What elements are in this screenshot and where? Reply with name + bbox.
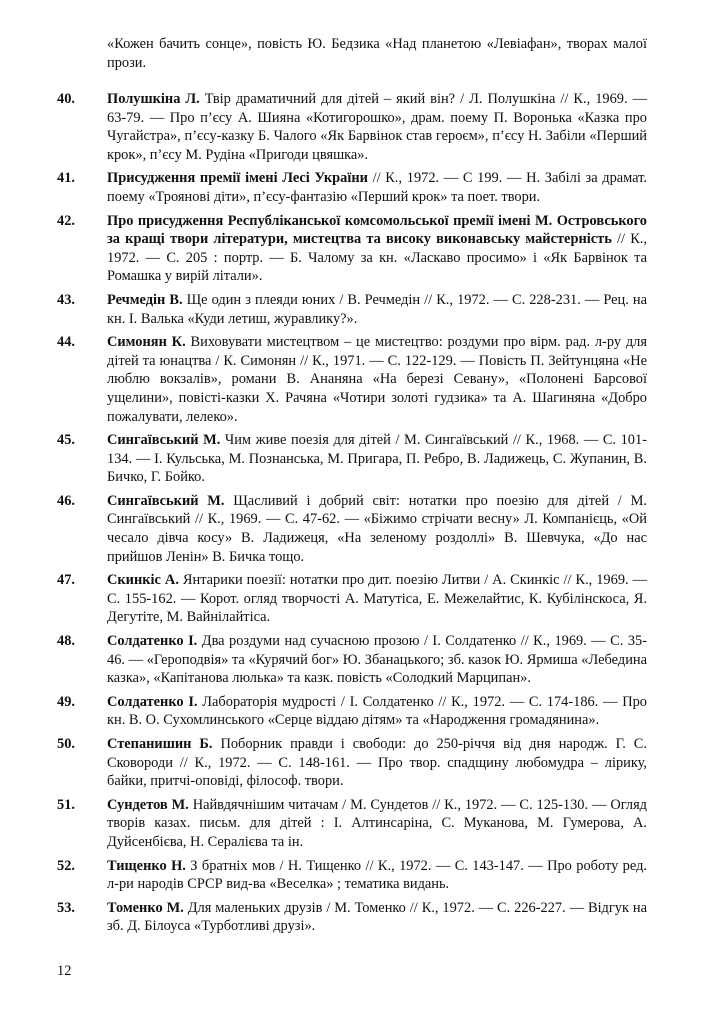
entry-author: Сингаївський М. [107, 432, 221, 449]
entry-number: 45. [57, 432, 75, 449]
entry-number: 40. [57, 91, 75, 107]
entry-text: Щасливий і добрий світ: нотатки про поезію для дітей / М. Сингаївський // К., 1969. — С. 47-62. — «Біжимо стрічати весну» Л. Компанієць, «Ой чесало дівча косу» В. Ладижеця, «На зеленому роздоллі» В. Шевчука, «До нас прийшов Ленін» В. Бичка тощо. [107, 492, 647, 565]
entry-body [107, 431, 647, 487]
entry-body [107, 796, 647, 852]
entry-author: Сингаївський М. [107, 492, 225, 509]
entry-text: Твір драматичний для дітей – який він? / Л. Полушкіна // К., 1969. — 63-79. — Про п’єсу А. Шияна «Котигорошко», драм. поему П. Воронька «Казка про Чугайстра», п’єсу-казку Б. Чалого «Як Барвінок став героєм», п’єсу Н. Забіли «Перший крок», п’єсу М. Рудіна «Пригоди цвяшка». [107, 91, 647, 163]
bibliography-entry [0, 333, 723, 426]
entry-body [107, 212, 647, 286]
entry-author: Солдатенко І. [107, 693, 198, 710]
entry-number: 43. [57, 291, 75, 308]
entry-number: 42. [57, 212, 75, 229]
entry-text: Виховувати мистецтвом – це мистецтво: роздуми про вірм. рад. л-ру для дітей та юнацтва / К. Симонян // К., 1971. — С. 122-129. — Повість П. Зейтунцяна «Не люблю вокзалів», романи В. Ананяна «На березі Севану», «Полонені Барсової ущелини», повісті-казки Х. Рачяна «Чотири золоті гудзика» та А. Шагиняна «Добро пожалувати, лелеко». [107, 334, 647, 425]
entry-author: Сундетов М. [107, 796, 189, 813]
entry-text: // К., 1972. — С. 205 : портр. — Б. Чалому за кн. «Ласкаво просимо» і «Як Барвінок та Ромашка у вирій літали». [107, 231, 647, 285]
bibliography-entry [0, 492, 723, 566]
bibliography-entry [0, 796, 723, 852]
bibliography-entry [0, 291, 723, 328]
entry-body [107, 291, 647, 328]
entry-author: Томенко М. [107, 899, 184, 916]
entry-body [107, 169, 647, 206]
entry-text: Янтарики поезії: нотатки про дит. поезію Литви / А. Скинкіс // К., 1969. — С. 155-162. — Корот. огляд творчості А. Матутіса, Е. Межелайтис, К. Кубілінскоса, Я. Дегутіте, М. Вайнілайтіса. [107, 572, 647, 626]
entry-author: Речмедін В. [107, 291, 183, 308]
entry-number: 44. [57, 334, 75, 351]
bibliography-entry [0, 212, 723, 286]
entry-number: 46. [57, 492, 75, 509]
entry-author: Присудження премії імені Лесі України [107, 170, 368, 187]
bibliography-list [0, 90, 723, 941]
bibliography-entry [0, 90, 723, 164]
entry-body [107, 735, 647, 791]
entry-text: Два роздуми над сучасною прозою / І. Солдатенко // К., 1969. — С. 35-46. — «Героподвія» та «Курячий бог» Ю. Збанацького; зб. казок Ю. Ярмиша «Лебедина казка», «Капітанова люлька» та казк. повість «Солодкий Марципан». [107, 633, 647, 687]
entry-text: Поборник правди і свободи: до 250-річчя від дня народж. Г. С. Сковороди // К., 1972. — С. 148-161. — Про твор. спадщину любомудра – лірику, байки, притчі-оповіді, філософ. твори. [107, 736, 647, 790]
entry-author: Скинкіс А. [107, 572, 179, 589]
entry-body [107, 899, 647, 936]
entry-body [107, 571, 647, 627]
entry-text: Найвдячнішим читачам / М. Сундетов // К., 1972. — С. 125-130. — Огляд творів казах. письм. для дітей : І. Алтинсаріна, С. Муканова, М. Гумерова, А. Дуйсенбієва, Н. Сералієва та ін. [107, 796, 648, 850]
entry-text: Чим живе поезія для дітей / М. Сингаївський // К., 1968. — С. 101-134. — І. Кульська, М. Познанська, М. Пригара, П. Ребро, В. Ладижець, С. Жупанин, В. Бичко, Г. Бойко. [107, 432, 647, 486]
entry-author: Полушкіна Л. [107, 91, 200, 107]
bibliography-entry [0, 431, 723, 487]
entry-number: 47. [57, 572, 75, 589]
entry-body [107, 693, 647, 730]
continuation-text: «Кожен бачить сонце», повість Ю. Бедзика «Над планетою «Левіафан», творах малої прози. [107, 36, 647, 71]
bibliography-entry [0, 735, 723, 791]
entry-body [107, 333, 647, 426]
entry-author: Про присудження Республіканської комсомольської премії імені М. Островського за кращі твори літератури, мистецтва та високу виконавську майстерність [107, 212, 647, 248]
entry-body [107, 492, 647, 566]
bibliography-entry [0, 857, 723, 894]
entry-number: 49. [57, 693, 75, 710]
bibliography-entry [0, 632, 723, 688]
entry-text: // К., 1972. — С 199. — Н. Забілі за драмат. поему «Троянові діти», п’єсу-фантазію «Перший крок» та поет. твори. [107, 170, 647, 205]
entry-number: 51. [57, 796, 75, 813]
entry-number: 41. [57, 170, 75, 187]
entry-text: Для маленьких друзів / М. Томенко // К., 1972. — С. 226-227. — Відгук на зб. Д. Білоуса «Турботливі друзі». [107, 899, 647, 935]
bibliography-entry [0, 693, 723, 730]
entry-body [107, 632, 647, 688]
entry-number: 53. [57, 899, 75, 916]
entry-number: 50. [57, 736, 75, 752]
entry-body [107, 857, 647, 894]
entry-author: Тищенко Н. [107, 857, 186, 874]
entry-number: 48. [57, 633, 75, 650]
entry-number: 52. [57, 857, 75, 874]
bibliography-entry [0, 899, 723, 936]
bibliography-entry [0, 571, 723, 627]
entry-text: Лабораторія мудрості / І. Солдатенко // К., 1972. — С. 174-186. — Про кн. В. О. Сухомлинського «Серце віддаю дітям» та «Народження громадянина». [107, 693, 647, 729]
entry-author: Солдатенко І. [107, 633, 198, 650]
entry-author: Степанишин Б. [107, 736, 213, 752]
entry-author: Симонян К. [107, 334, 186, 351]
page-number: 12 [57, 963, 72, 979]
entry-text: З братніх мов / Н. Тищенко // К., 1972. — С. 143-147. — Про роботу ред. л-ри народів СРСР вид-ва «Веселка» ; тематика видань. [107, 857, 647, 893]
bibliography-entry [0, 169, 723, 206]
entry-body [107, 90, 647, 164]
entry-text: Ще один з плеяди юних / В. Речмедін // К., 1972. — С. 228-231. — Рец. на кн. І. Валька «Куди летиш, журавлику?». [107, 291, 647, 327]
